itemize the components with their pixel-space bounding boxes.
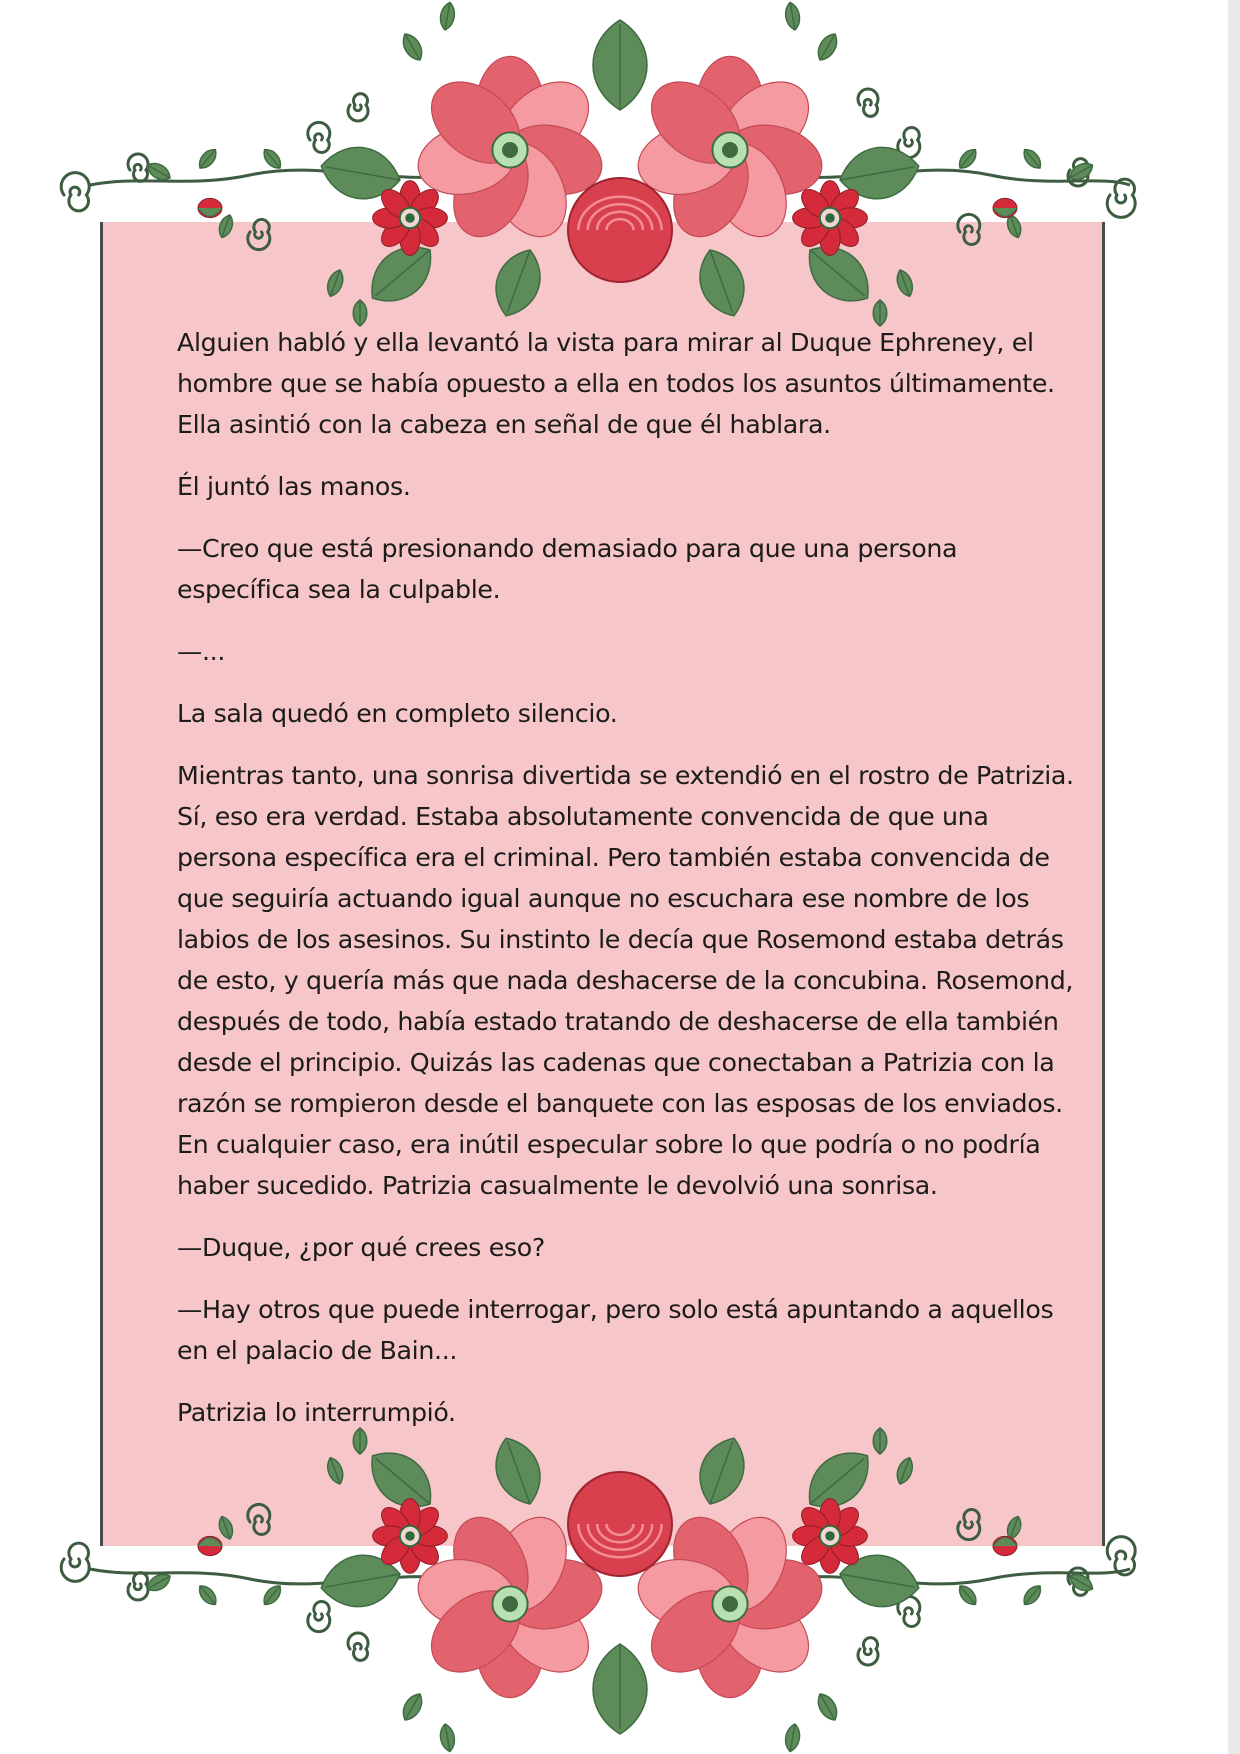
paragraph: Mientras tanto, una sonrisa divertida se extendió en el rostro de Patrizia. Sí, eso era verdad. Estaba absolutamente convencida de que una persona específica era el criminal. Pero también estaba convencida de que seguiría actuando igual aunque no escuchara ese nombre de los labios de los asesinos. Su instinto le decía que Rosemond estaba detrás de esto, y quería más que nada deshacerse de la concubina. Rosemond, después de todo, había estado tratando de deshacerse de ella también desde el principio. Quizás las cadenas que conectaban a Patrizia con la razón se rompieron desde el banquete con las esposas de los enviados. En cualquier caso, era inútil especular sobre lo que podría o no podría haber sucedido. Patrizia casualmente le devolvió una sonrisa. [177, 761, 1074, 1200]
leaf-shape [1020, 1582, 1045, 1608]
paragraph: —... [177, 637, 226, 666]
leaf-shape [783, 1723, 801, 1753]
leaf-shape [438, 1723, 456, 1753]
swirl-shape [348, 1633, 368, 1660]
rose-shape [568, 1472, 672, 1576]
leaf-shape [783, 1, 801, 31]
paragraph: —Duque, ¿por qué crees eso? [177, 1233, 545, 1262]
bottom-floral-ornament [0, 1414, 1240, 1754]
swirl-shape [308, 1602, 330, 1632]
rose-bud-shape [198, 1536, 222, 1555]
leaf-shape [894, 1455, 916, 1486]
top-floral-ornament [0, 0, 1240, 340]
rose-bud-shape [198, 198, 222, 217]
swirl-shape [958, 1510, 980, 1540]
leaf-shape [438, 1, 456, 31]
leaf-shape [399, 1690, 427, 1723]
red-flower-shape [373, 1499, 448, 1574]
leaf-shape [894, 268, 916, 299]
swirl-shape [128, 1573, 148, 1600]
swirl-shape [61, 1543, 89, 1581]
swirl-shape [858, 1638, 878, 1665]
leaf-shape [260, 146, 285, 172]
leaf-shape [324, 268, 346, 299]
leaf-shape [814, 1690, 842, 1723]
leaf-shape [195, 1582, 220, 1608]
leaf-shape [260, 1582, 285, 1608]
swirl-shape [248, 1504, 270, 1534]
leaf-shape [955, 1582, 980, 1608]
swirl-shape [348, 94, 368, 121]
paragraph: Alguien habló y ella levantó la vista para mirar al Duque Ephreney, el hombre que se había opuesto a ella en todos los asuntos últimamente. Ella asintió con la cabeza en señal de que él hablara. [177, 328, 1055, 439]
paragraph: Patrizia lo interrumpió. [177, 1398, 456, 1427]
swirl-shape [248, 220, 270, 250]
leaf-shape [593, 1644, 647, 1734]
leaf-shape [486, 243, 549, 323]
leaf-shape [399, 30, 427, 63]
swirl-shape [308, 122, 330, 152]
leaf-shape [324, 1455, 346, 1486]
leaf-shape [955, 146, 980, 172]
rose-shape [568, 178, 672, 282]
rose-bud-shape [993, 198, 1017, 217]
paragraph: —Hay otros que puede interrogar, pero solo está apuntando a aquellos en el palacio de Bain... [177, 1295, 1054, 1365]
leaf-shape [195, 146, 220, 172]
swirl-shape [1107, 179, 1135, 217]
red-flower-shape [373, 181, 448, 256]
rose-bud-shape [993, 1536, 1017, 1555]
swirl-shape [128, 154, 148, 181]
story-text [177, 322, 1077, 1454]
swirl-shape [1107, 1537, 1135, 1575]
leaf-shape [216, 1514, 235, 1541]
red-flower-shape [793, 1499, 868, 1574]
leaf-shape [814, 30, 842, 63]
paragraph: Él juntó las manos. [177, 472, 411, 501]
leaf-shape [216, 213, 235, 240]
swirl-shape [958, 214, 980, 244]
swirl-shape [61, 173, 89, 211]
red-flower-shape [793, 181, 868, 256]
swirl-shape [858, 89, 878, 116]
leaf-shape [593, 20, 647, 110]
leaf-shape [690, 243, 753, 323]
paragraph: —Creo que está presionando demasiado para que una persona específica sea la culpable. [177, 534, 958, 604]
leaf-shape [1020, 146, 1045, 172]
paragraph: La sala quedó en completo silencio. [177, 699, 618, 728]
